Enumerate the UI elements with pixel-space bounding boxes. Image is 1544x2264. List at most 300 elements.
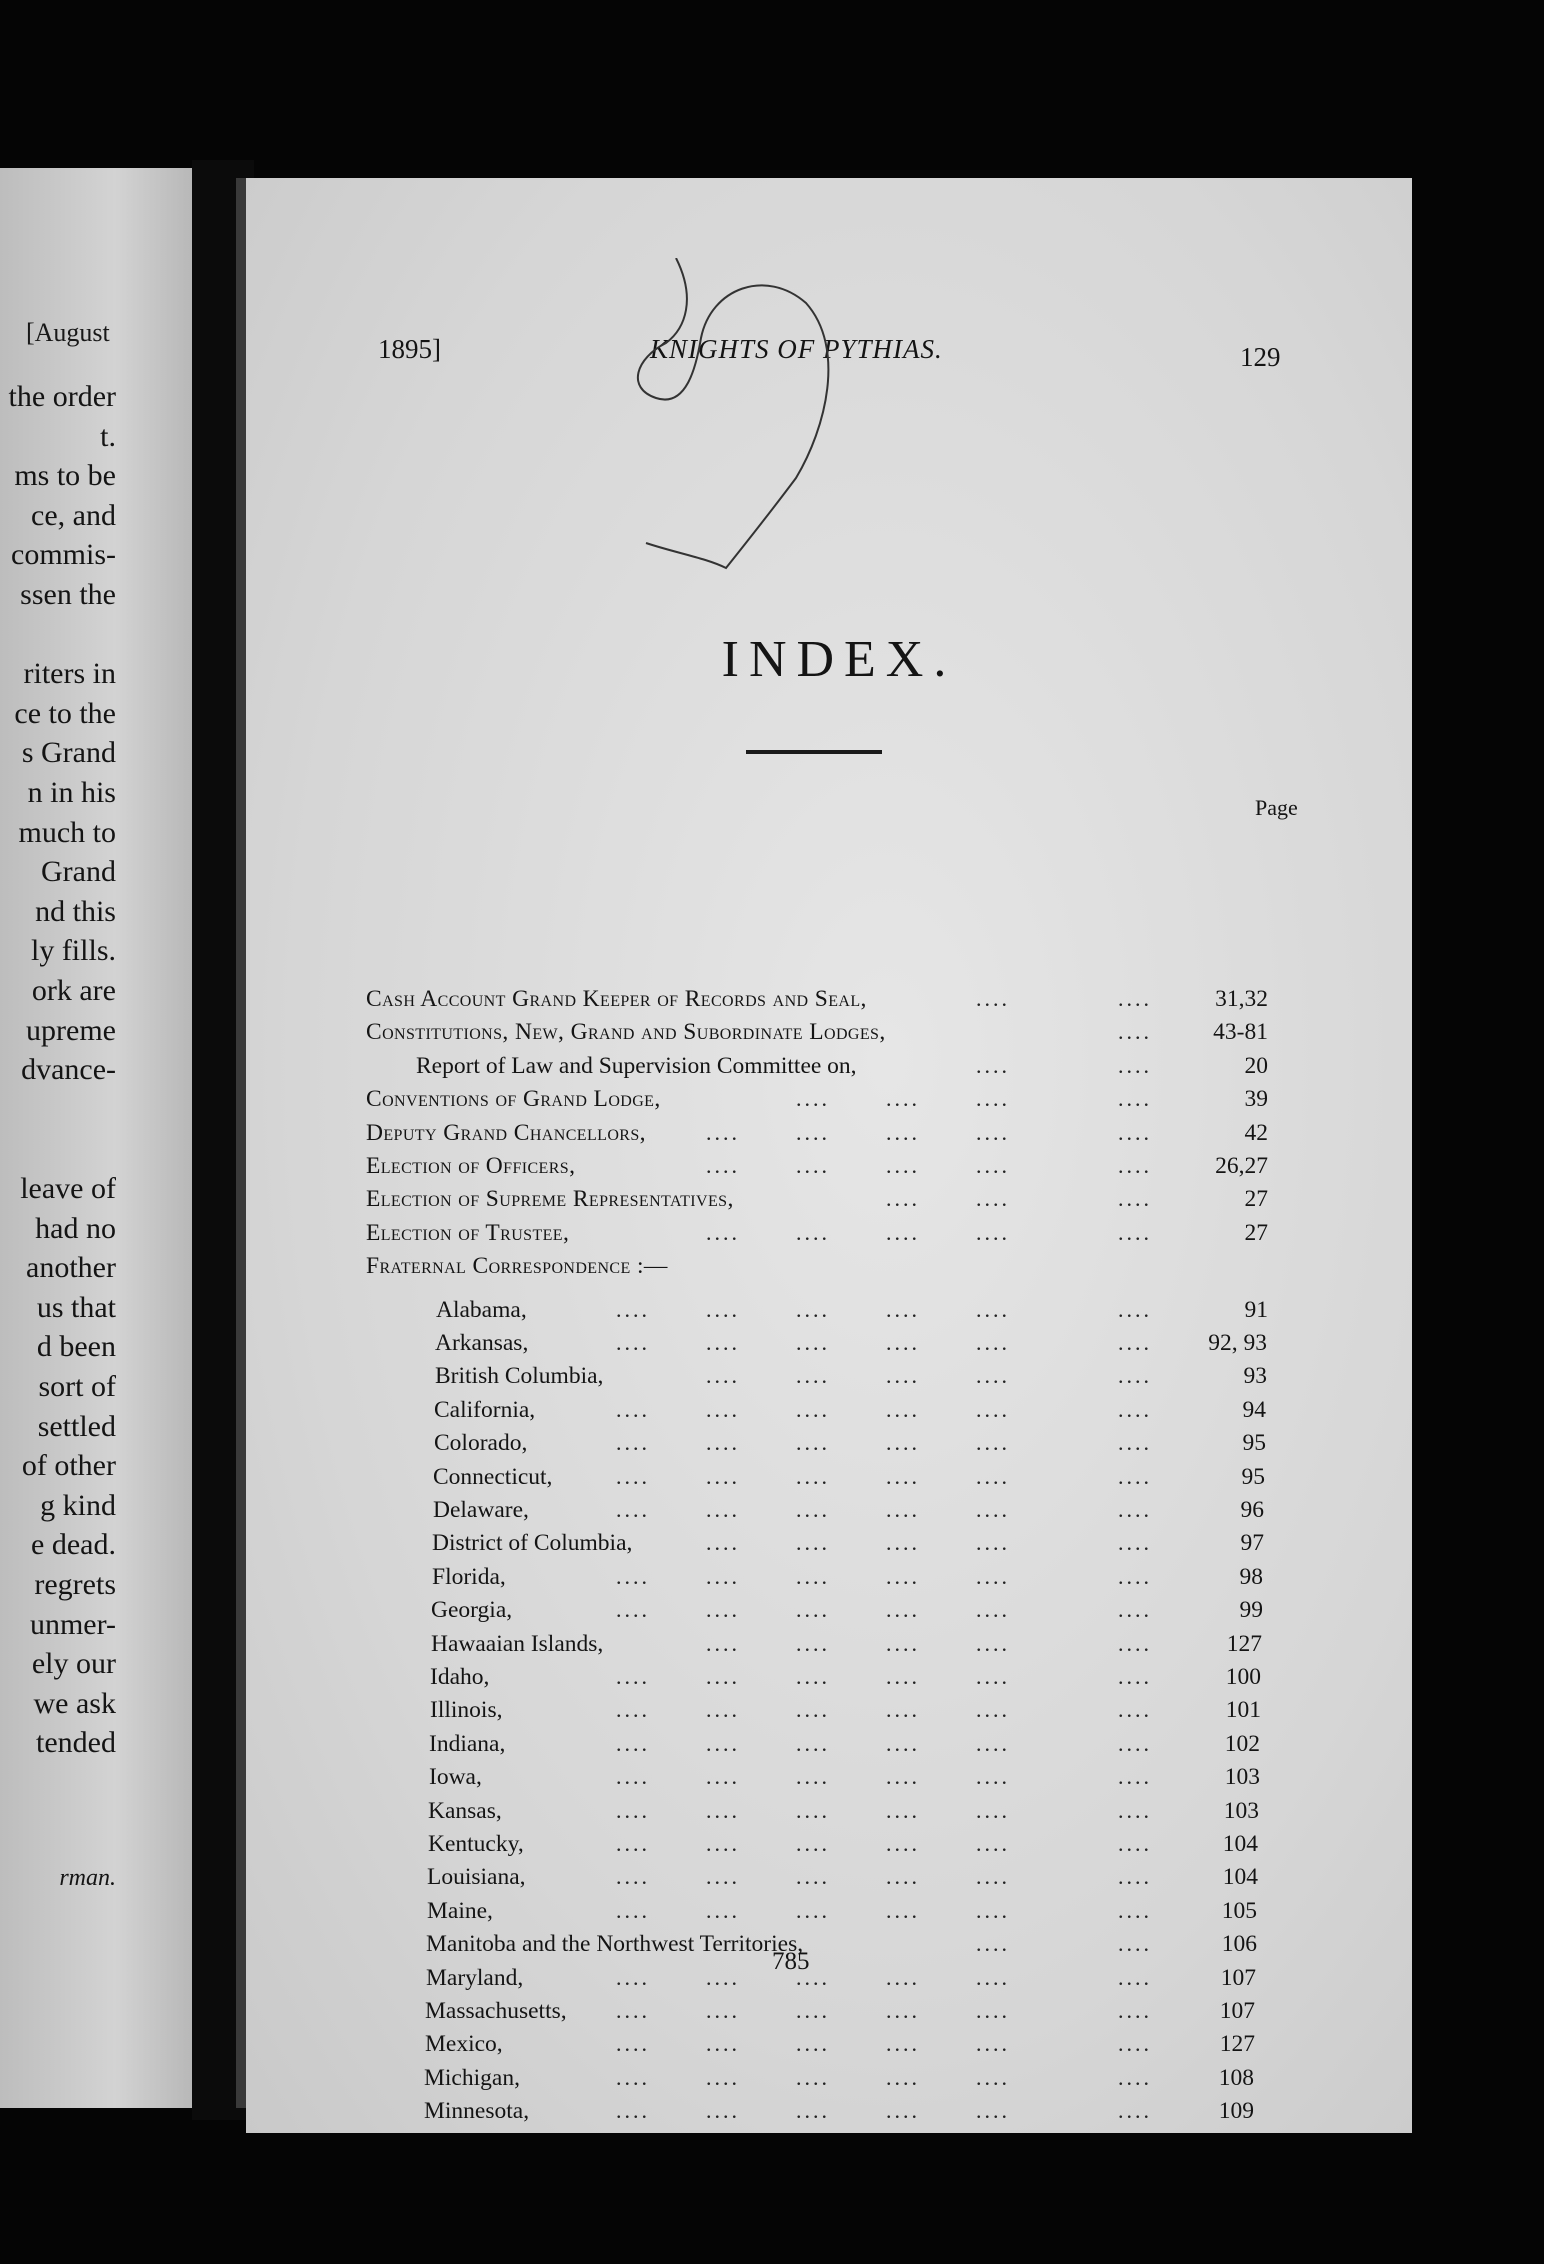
left-page-line: settled xyxy=(37,1409,116,1443)
leader-dots: .... xyxy=(616,1764,650,1790)
index-entry xyxy=(246,1931,1412,1963)
leader-dots: .... xyxy=(796,1296,830,1322)
leader-dots: .... xyxy=(796,1119,830,1145)
left-page-line: d been xyxy=(36,1330,116,1364)
leader-dots: .... xyxy=(796,1396,830,1422)
leader-dots: .... xyxy=(886,1730,920,1756)
index-entry-label: Michigan, xyxy=(424,2064,520,2091)
leader-dots: .... xyxy=(976,1052,1010,1078)
leader-dots: .... xyxy=(976,1186,1010,1212)
index-entry xyxy=(246,1731,1412,1763)
leader-dots: .... xyxy=(1118,1186,1152,1212)
leader-dots: .... xyxy=(1118,1497,1152,1522)
index-entry-label: Maine, xyxy=(427,1897,493,1924)
leader-dots: .... xyxy=(886,1764,920,1790)
leader-dots: .... xyxy=(706,1296,740,1322)
left-page-line: of other xyxy=(21,1449,116,1483)
leader-dots: .... xyxy=(1118,1219,1152,1245)
left-page-line: e dead. xyxy=(31,1528,116,1562)
leader-dots: .... xyxy=(1118,1563,1152,1589)
leader-dots: .... xyxy=(976,1998,1010,2023)
left-page-line: unmer- xyxy=(29,1607,116,1641)
leader-dots: .... xyxy=(976,1530,1010,1556)
leader-dots: .... xyxy=(706,1864,740,1890)
index-entry-label: Colorado, xyxy=(434,1430,528,1457)
leader-dots: .... xyxy=(706,1831,740,1856)
leader-dots: .... xyxy=(1118,986,1152,1011)
index-entry-label: Hawaaian Islands, xyxy=(431,1630,604,1657)
leader-dots: .... xyxy=(796,1764,830,1790)
leader-dots: .... xyxy=(706,1330,740,1355)
leader-dots: .... xyxy=(886,1219,920,1245)
leader-dots: .... xyxy=(616,1296,650,1322)
index-entry-page: 95 xyxy=(1241,1463,1265,1490)
left-page-line: ely our xyxy=(31,1647,116,1681)
leader-dots: .... xyxy=(706,1897,740,1923)
index-entry-page: 93 xyxy=(1243,1363,1267,1390)
index-entry-page: 97 xyxy=(1240,1530,1264,1557)
leader-dots: .... xyxy=(976,2098,1010,2124)
left-page-line: ssen the xyxy=(20,578,116,611)
leader-dots: .... xyxy=(706,1153,740,1178)
leader-dots: .... xyxy=(886,2064,920,2090)
index-entry xyxy=(246,1597,1412,1629)
leader-dots: .... xyxy=(796,1998,830,2023)
index-entry xyxy=(246,1965,1412,1997)
leader-dots: .... xyxy=(1118,1797,1152,1823)
leader-dots: .... xyxy=(1118,1764,1152,1790)
index-entry xyxy=(246,986,1412,1018)
left-running-head: [August xyxy=(26,318,110,347)
leader-dots: .... xyxy=(706,1430,740,1456)
leader-dots: .... xyxy=(886,1497,920,1522)
index-entry-page: 127 xyxy=(1226,1630,1262,1657)
leader-dots: .... xyxy=(886,1864,920,1890)
leader-dots: .... xyxy=(886,2031,920,2057)
index-entry xyxy=(246,1019,1412,1051)
index-entry-label: Idaho, xyxy=(430,1664,490,1690)
leader-dots: .... xyxy=(706,1998,740,2023)
leader-dots: .... xyxy=(616,1831,650,1856)
leader-dots: .... xyxy=(796,1430,830,1456)
leader-dots: .... xyxy=(1118,1964,1152,1990)
index-entry-page: 105 xyxy=(1221,1897,1257,1924)
leader-dots: .... xyxy=(1118,1052,1152,1078)
running-head-year: 1895] xyxy=(378,334,441,364)
index-entry-page: 107 xyxy=(1220,1964,1256,1991)
leader-dots: .... xyxy=(1118,1931,1152,1957)
index-entry-label: Arkansas, xyxy=(435,1330,529,1356)
index-entry xyxy=(246,1697,1412,1729)
index-entry xyxy=(246,1397,1412,1429)
leader-dots: .... xyxy=(976,1664,1010,1689)
index-entry-label: Election of Trustee, xyxy=(366,1219,570,1246)
index-entry-label: Florida, xyxy=(432,1563,506,1590)
leader-dots: .... xyxy=(976,1463,1010,1489)
leader-dots: .... xyxy=(796,1363,830,1389)
leader-dots: .... xyxy=(616,1330,650,1355)
left-page-line: commis- xyxy=(11,538,116,572)
index-entry-page: 104 xyxy=(1222,1831,1258,1857)
leader-dots: .... xyxy=(1118,1430,1152,1456)
leader-dots: .... xyxy=(706,1664,740,1689)
leader-dots: .... xyxy=(976,1330,1010,1355)
leader-dots: .... xyxy=(1118,1664,1152,1689)
leader-dots: .... xyxy=(796,1530,830,1556)
index-entry-page: 103 xyxy=(1223,1797,1259,1824)
left-page-line: g kind xyxy=(40,1488,116,1522)
leader-dots: .... xyxy=(1118,1463,1152,1489)
leader-dots: .... xyxy=(796,1964,830,1990)
leader-dots: .... xyxy=(616,1396,650,1422)
index-entry-page: 102 xyxy=(1224,1730,1260,1757)
leader-dots: .... xyxy=(886,1664,920,1689)
leader-dots: .... xyxy=(976,1153,1010,1178)
leader-dots: .... xyxy=(616,1430,650,1456)
index-entry-label: Indiana, xyxy=(429,1730,506,1757)
leader-dots: .... xyxy=(886,1119,920,1145)
leader-dots: .... xyxy=(796,1563,830,1589)
index-entry-label: Illinois, xyxy=(430,1697,503,1724)
leader-dots: .... xyxy=(976,1363,1010,1389)
leader-dots: .... xyxy=(976,1730,1010,1756)
leader-dots: .... xyxy=(706,1219,740,1245)
leader-dots: .... xyxy=(796,1630,830,1656)
leader-dots: .... xyxy=(976,1797,1010,1823)
index-entry-page: 104 xyxy=(1222,1864,1258,1891)
left-page-line: ork are xyxy=(31,974,116,1007)
leader-dots: .... xyxy=(976,1086,1010,1112)
leader-dots: .... xyxy=(616,2064,650,2090)
leader-dots: .... xyxy=(1118,1897,1152,1923)
left-page-line: we ask xyxy=(33,1686,116,1720)
leader-dots: .... xyxy=(616,1497,650,1522)
index-entry xyxy=(246,1186,1412,1218)
leader-dots: .... xyxy=(706,1764,740,1790)
index-entry xyxy=(246,1086,1412,1118)
left-page-line: s Grand xyxy=(21,736,116,770)
left-page-line: ly fills. xyxy=(30,934,116,968)
leader-dots: .... xyxy=(706,2064,740,2090)
leader-dots: .... xyxy=(1118,1697,1152,1723)
leader-dots: .... xyxy=(976,1497,1010,1522)
leader-dots: .... xyxy=(796,1897,830,1923)
leader-dots: .... xyxy=(616,1563,650,1589)
index-entry-page: 39 xyxy=(1244,1086,1268,1113)
leader-dots: .... xyxy=(616,1664,650,1689)
page-column-heading: Page xyxy=(1255,795,1298,820)
index-entry-label: Mexico, xyxy=(425,2031,503,2058)
leader-dots: .... xyxy=(976,1964,1010,1990)
index-entry-page: 101 xyxy=(1225,1697,1261,1724)
leader-dots: .... xyxy=(1118,1597,1152,1623)
index-entry-page: 26,27 xyxy=(1215,1153,1268,1179)
leader-dots: .... xyxy=(1118,2098,1152,2124)
page-edge xyxy=(236,178,246,2108)
leader-dots: .... xyxy=(796,1153,830,1178)
left-page-line: n in his xyxy=(27,776,116,809)
leader-dots: .... xyxy=(706,2098,740,2124)
leader-dots: .... xyxy=(1118,1153,1152,1178)
index-entry xyxy=(246,1998,1412,2030)
title-rule xyxy=(746,750,882,754)
leader-dots: .... xyxy=(796,1664,830,1689)
index-entry-label: Election of Officers, xyxy=(366,1153,576,1179)
index-entry xyxy=(246,1464,1412,1496)
index-entry xyxy=(246,1430,1412,1462)
index-entry-page: 94 xyxy=(1242,1396,1266,1423)
leader-dots: .... xyxy=(976,1119,1010,1145)
leader-dots: .... xyxy=(976,1831,1010,1856)
left-page-line: sort of xyxy=(38,1370,116,1403)
leader-dots: .... xyxy=(706,2031,740,2057)
leader-dots: .... xyxy=(886,1797,920,1823)
leader-dots: .... xyxy=(706,1730,740,1756)
index-entry-label: California, xyxy=(434,1396,536,1423)
left-page-line: rman. xyxy=(59,1865,116,1892)
index-entry-label: Manitoba and the Northwest Territories, xyxy=(426,1931,804,1958)
leader-dots: .... xyxy=(1118,1119,1152,1145)
leader-dots: .... xyxy=(1118,1831,1152,1856)
index-entry xyxy=(246,1153,1412,1185)
left-page-line: nd this xyxy=(35,894,116,928)
index-entry-page: 95 xyxy=(1242,1430,1266,1457)
leader-dots: .... xyxy=(886,1463,920,1489)
left-page-line: tended xyxy=(36,1726,116,1760)
index-entry xyxy=(246,1220,1412,1252)
index-entry xyxy=(246,1530,1412,1562)
index-entry xyxy=(246,2098,1412,2130)
leader-dots: .... xyxy=(796,2031,830,2057)
index-entry-label: Iowa, xyxy=(429,1764,482,1791)
leader-dots: .... xyxy=(796,1219,830,1245)
leader-dots: .... xyxy=(976,1563,1010,1589)
leader-dots: .... xyxy=(796,1697,830,1723)
leader-dots: .... xyxy=(1118,1630,1152,1656)
leader-dots: .... xyxy=(616,1697,650,1723)
index-entry-label: Kansas, xyxy=(428,1797,502,1824)
leader-dots: .... xyxy=(886,1153,920,1178)
left-page-line: much to xyxy=(18,815,116,849)
leader-dots: .... xyxy=(886,1530,920,1556)
leader-dots: .... xyxy=(976,1396,1010,1422)
left-page-line: ms to be xyxy=(14,459,116,493)
index-entry-label: Kentucky, xyxy=(428,1831,524,1857)
leader-dots: .... xyxy=(796,1497,830,1522)
leader-dots: .... xyxy=(1118,1330,1152,1355)
left-page-line: us that xyxy=(36,1290,116,1324)
leader-dots: .... xyxy=(976,1296,1010,1322)
leader-dots: .... xyxy=(886,1964,920,1990)
index-entry xyxy=(246,1253,1412,1285)
index-entry-label: Maryland, xyxy=(426,1964,524,1991)
leader-dots: .... xyxy=(706,1797,740,1823)
leader-dots: .... xyxy=(976,1630,1010,1656)
leader-dots: .... xyxy=(886,1897,920,1923)
leader-dots: .... xyxy=(706,1463,740,1489)
leader-dots: .... xyxy=(796,1597,830,1623)
leader-dots: .... xyxy=(616,1897,650,1923)
leader-dots: .... xyxy=(886,2098,920,2124)
leader-dots: .... xyxy=(616,1463,650,1489)
index-page xyxy=(246,178,1412,2133)
index-entry-page: 106 xyxy=(1221,1931,1257,1958)
leader-dots: .... xyxy=(616,1797,650,1823)
index-entry-label: Cash Account Grand Keeper of Records and Seal, xyxy=(366,986,867,1012)
left-page-line: ce, and xyxy=(31,498,116,532)
leader-dots: .... xyxy=(616,2098,650,2124)
leader-dots: .... xyxy=(886,1430,920,1456)
index-entry-page: 31,32 xyxy=(1215,986,1268,1012)
index-entry-page: 109 xyxy=(1218,2098,1254,2125)
index-entry xyxy=(246,1831,1412,1863)
index-entry-page: 42 xyxy=(1244,1119,1268,1146)
leader-dots: .... xyxy=(886,1697,920,1723)
leader-dots: .... xyxy=(886,1563,920,1589)
leader-dots: .... xyxy=(796,1831,830,1856)
index-entry-label: Alabama, xyxy=(436,1296,527,1323)
leader-dots: .... xyxy=(976,1864,1010,1890)
index-title: INDEX. xyxy=(721,631,957,688)
index-entry-page: 20 xyxy=(1244,1052,1268,1079)
leader-dots: .... xyxy=(976,1697,1010,1723)
index-entry-label: Report of Law and Supervision Committee on, xyxy=(416,1052,857,1079)
index-entry xyxy=(246,1330,1412,1362)
index-entry xyxy=(246,1120,1412,1152)
leader-dots: .... xyxy=(616,1597,650,1623)
leader-dots: .... xyxy=(796,1330,830,1355)
leader-dots: .... xyxy=(706,1119,740,1145)
index-entry-label: Georgia, xyxy=(431,1597,513,1624)
index-entry xyxy=(246,1053,1412,1085)
index-entry-label: Deputy Grand Chancellors, xyxy=(366,1119,646,1146)
leader-dots: .... xyxy=(886,1296,920,1322)
index-entry-page: 107 xyxy=(1219,1998,1255,2024)
leader-dots: .... xyxy=(706,1530,740,1556)
index-entry xyxy=(246,1631,1412,1663)
leader-dots: .... xyxy=(976,2031,1010,2057)
index-entry xyxy=(246,1764,1412,1796)
leader-dots: .... xyxy=(886,1186,920,1212)
leader-dots: .... xyxy=(616,1964,650,1990)
running-head-title: KNIGHTS OF PYTHIAS. xyxy=(650,334,943,364)
leader-dots: .... xyxy=(616,1864,650,1890)
leader-dots: .... xyxy=(1118,1296,1152,1322)
index-entry-page: 27 xyxy=(1244,1186,1268,1213)
leader-dots: .... xyxy=(976,986,1010,1011)
leader-dots: .... xyxy=(796,2098,830,2124)
leader-dots: .... xyxy=(976,1931,1010,1957)
index-entry-label: Fraternal Correspondence :— xyxy=(366,1253,668,1280)
leader-dots: .... xyxy=(706,1363,740,1389)
index-entry-label: Delaware, xyxy=(433,1497,529,1523)
leader-dots: .... xyxy=(886,1363,920,1389)
index-entry-page: 91 xyxy=(1244,1296,1268,1323)
index-entry-label: Election of Supreme Representatives, xyxy=(366,1186,734,1213)
index-entry xyxy=(246,1664,1412,1696)
leader-dots: .... xyxy=(706,1597,740,1623)
left-page-line: ce to the xyxy=(14,696,116,730)
leader-dots: .... xyxy=(706,1563,740,1589)
leader-dots: .... xyxy=(886,1086,920,1112)
leader-dots: .... xyxy=(616,1998,650,2023)
index-entry-label: District of Columbia, xyxy=(432,1530,633,1557)
leader-dots: .... xyxy=(706,1964,740,1990)
leader-dots: .... xyxy=(1118,1086,1152,1112)
left-page-line: regrets xyxy=(34,1568,116,1601)
index-entry-label: Louisiana, xyxy=(427,1864,526,1891)
left-page-line: dvance- xyxy=(21,1053,116,1087)
pencil-scribble-mark xyxy=(616,258,876,598)
leader-dots: .... xyxy=(706,1697,740,1723)
leader-dots: .... xyxy=(1118,1864,1152,1890)
index-entry-page: 43-81 xyxy=(1213,1019,1268,1046)
leader-dots: .... xyxy=(1118,1396,1152,1422)
leader-dots: .... xyxy=(616,2031,650,2057)
leader-dots: .... xyxy=(886,1396,920,1422)
index-entry-page: 99 xyxy=(1239,1597,1263,1624)
left-page-line: Grand xyxy=(41,855,116,889)
left-page-line: the order xyxy=(8,380,116,413)
leader-dots: .... xyxy=(886,1630,920,1656)
index-entry-page: 92, 93 xyxy=(1208,1330,1267,1356)
leader-dots: .... xyxy=(1118,2064,1152,2090)
leader-dots: .... xyxy=(706,1630,740,1656)
index-entry xyxy=(246,1297,1412,1329)
leader-dots: .... xyxy=(796,1730,830,1756)
leader-dots: .... xyxy=(796,2064,830,2090)
leader-dots: .... xyxy=(976,1897,1010,1923)
leader-dots: .... xyxy=(976,1430,1010,1456)
leader-dots: .... xyxy=(886,1330,920,1355)
leader-dots: .... xyxy=(706,1497,740,1522)
leader-dots: .... xyxy=(706,1396,740,1422)
index-entry-label: Minnesota, xyxy=(424,2098,530,2125)
leader-dots: .... xyxy=(796,1463,830,1489)
index-entry xyxy=(246,2065,1412,2097)
leader-dots: .... xyxy=(1118,1730,1152,1756)
leader-dots: .... xyxy=(1118,1998,1152,2023)
index-entry xyxy=(246,1864,1412,1896)
index-entry-page: 98 xyxy=(1239,1563,1263,1590)
index-entry-label: Massachusetts, xyxy=(425,1998,567,2024)
leader-dots: .... xyxy=(886,1597,920,1623)
leader-dots: .... xyxy=(1118,1363,1152,1389)
index-entry-label: Connecticut, xyxy=(433,1463,553,1490)
leader-dots: .... xyxy=(796,1864,830,1890)
leader-dots: .... xyxy=(1118,1019,1152,1045)
index-entry-page: 103 xyxy=(1224,1764,1260,1791)
leader-dots: .... xyxy=(886,1998,920,2023)
left-page-line: leave of xyxy=(20,1172,116,1205)
index-entry-page: 96 xyxy=(1240,1497,1264,1523)
index-entry xyxy=(246,1363,1412,1395)
index-entry-page: 108 xyxy=(1218,2064,1254,2091)
index-entry xyxy=(246,1798,1412,1830)
leader-dots: .... xyxy=(616,1730,650,1756)
left-page-line: another xyxy=(26,1251,116,1285)
left-page-line: had no xyxy=(35,1211,116,1245)
leader-dots: .... xyxy=(1118,1530,1152,1556)
leader-dots: .... xyxy=(976,1764,1010,1790)
leader-dots: .... xyxy=(796,1797,830,1823)
index-entry xyxy=(246,2031,1412,2063)
index-entry-page: 27 xyxy=(1244,1219,1268,1246)
folio-number: 785 xyxy=(772,1948,810,1975)
left-page-line: t. xyxy=(100,419,116,453)
index-entry xyxy=(246,1497,1412,1529)
leader-dots: .... xyxy=(976,1597,1010,1623)
